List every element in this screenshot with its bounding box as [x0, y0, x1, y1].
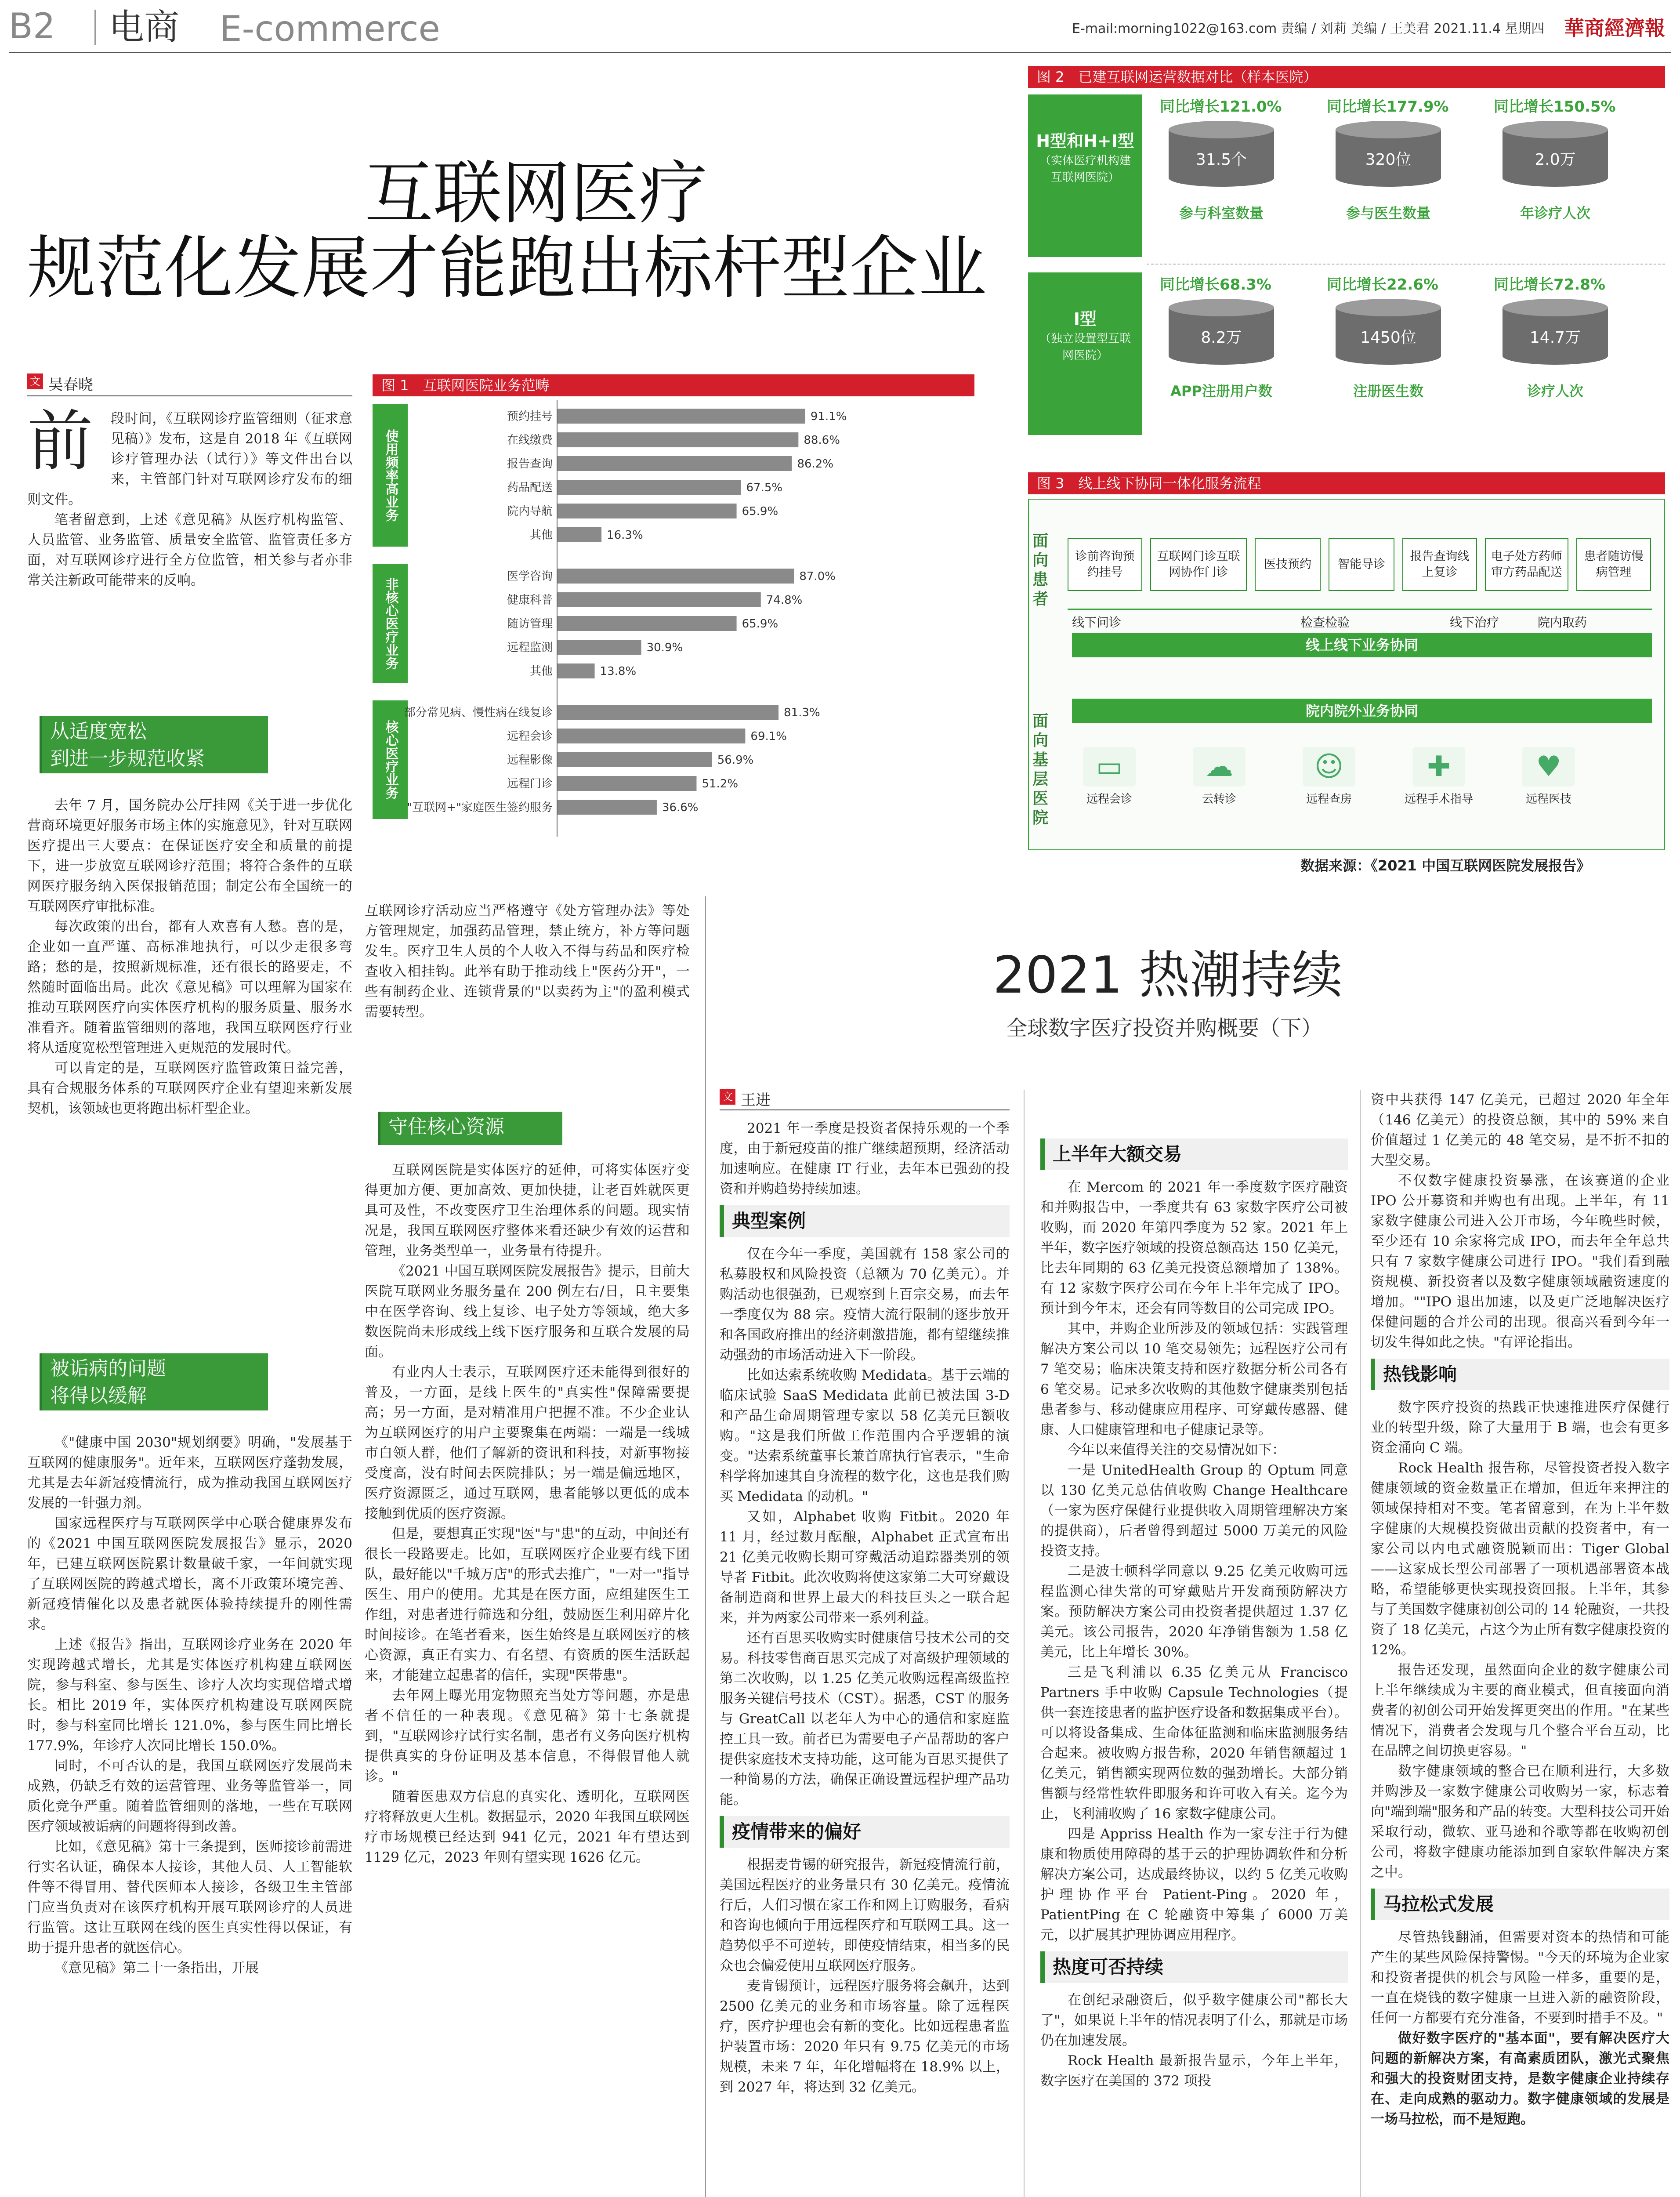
paragraph: 在 Mercom 的 2021 年一季度数字医疗融资和并购报告中，一季度共有 63 家数字医疗公司被收购，而 2020 年第四季度为 52 家。2021 年上半年，数字医疗领域的投资总额高达 150 亿美元，比去年同期的 63 亿美元投资总额增加了 138%。有 12 家数字医疗公司在今年上半年完成了 IPO。预计到今年末，还会有同等数目的公司完成 IPO。 [1040, 1179, 1348, 1316]
subhead-2: 疫情带来的偏好 [720, 1816, 1010, 1848]
fig1-bar [557, 640, 641, 655]
fig1-bar-label: 院内导航 [507, 505, 553, 518]
cylinder-top [1503, 299, 1608, 316]
cylinder-top [1503, 121, 1608, 138]
section-heading-3 [378, 1112, 562, 1145]
service-glyph-icon: ✚ [1412, 747, 1465, 787]
fig2-row1-label: H型和H+I型 [1036, 131, 1134, 151]
column-rule [705, 896, 706, 2197]
service-label: 远程查房 [1306, 793, 1352, 806]
fig3-band2 [1072, 699, 1652, 723]
paragraph: 三是飞利浦以 6.35 亿美元从 Francisco Partners 手中收购 Capsule Technologies（提供一套连接患者的监护医疗设备和数据集成平台）。可以将设备集成、生命体征监测和临床监测服务结合起来。被收购方报告称，2020 年销售额超过 1 亿美元，销售额实现两位数的强劲增长。大部分销售额与经常性软件即服务和许可收入有关。迄今为止，飞利浦收购了 16 家数字健康公司。 [1040, 1664, 1348, 1822]
fig1-bar [557, 527, 601, 542]
subhead-5: 热钱影响 [1371, 1359, 1669, 1390]
fig3-step: 报告查询线上复诊 [1402, 538, 1477, 591]
fig3-lower-step: 院内取药 [1538, 615, 1587, 630]
fig3-service-icon [1182, 747, 1256, 806]
fig2-value: 320位 [1365, 151, 1412, 169]
fig3-step: 诊前咨询预约挂号 [1068, 538, 1142, 591]
article2-colC [1371, 1090, 1669, 2197]
paragraph: 《意见稿》第二十一条指出，开展 [54, 1960, 259, 1976]
paragraph: 《"健康中国 2030"规划纲要》明确，"发展基于互联网的健康服务"。近年来，互联网医疗蓬勃发展，尤其是去年新冠疫情流行，成为推动我国互联网医疗发展的一针强力剂。 [27, 1435, 352, 1511]
paragraph: 二是波士顿科学同意以 9.25 亿美元收购可远程监测心律失常的可穿戴贴片开发商预防解决方案。预防解决方案公司由投资者提供超过 1.37 亿美元。该公司报告，2020 年净销售额为 1.58 亿美元，比上年增长 30%。 [1040, 1563, 1348, 1660]
fig1-title: 图 1 互联网医院业务范畴 [373, 374, 974, 396]
fig2-growth: 同比增长22.6% [1327, 276, 1438, 294]
fig2-cylinder [1169, 121, 1274, 196]
fig2-row2-label-box [1028, 272, 1142, 435]
fig1-bar-value: 13.8% [600, 665, 637, 678]
article1-byline-tag: 文 [27, 373, 43, 389]
fig1-bar [557, 504, 737, 518]
fig2-label: 年诊疗人次 [1520, 205, 1590, 221]
paragraph: 其中，并购企业所涉及的领域包括：实践管理解决方案公司以 10 笔交易领先；远程医疗公司有 7 笔交易；临床决策支持和医疗数据分析公司各有 6 笔交易。记录多次收购的其他数字健康类别包括患者参与、移动健康应用程序、可穿戴传感器、健康、人口健康管理和电子健康记录等。 [1040, 1321, 1348, 1438]
fig2-title: 图 2 已建互联网运营数据对比（样本医院） [1028, 66, 1665, 88]
service-glyph-icon: ☺ [1303, 747, 1355, 787]
fig1-bar-value: 16.3% [607, 529, 643, 542]
paragraph: 数字医疗投资的热践正快速推进医疗保健行业的转型升级，除了大量用于 B 端，也会有更多资金涌向 C 端。 [1371, 1399, 1669, 1456]
paragraph: 有业内人士表示，互联网医疗还未能得到很好的普及，一方面，是线上医生的"真实性"保障需要提高；另一方面，是对精准用户把握不准。不少企业认为互联网医疗的用户主要聚集在两端：一端是一线城市白领人群，他们了解新的资讯和科技，对新事物接受度高，没有时间去医院排队；另一端是偏远地区，医疗资源匮乏，通过互联网，患者能够以更低的成本接触到优质的医疗资源。 [365, 1364, 690, 1522]
article1-byline-name: 吴春晓 [48, 376, 93, 394]
fig2-row2-label: I型 [1073, 309, 1097, 329]
fig3-step: 患者随访慢病管理 [1576, 538, 1651, 591]
fig1-bar [557, 456, 792, 471]
service-label: 远程医技 [1525, 793, 1571, 806]
fig1-bar-value: 87.0% [799, 570, 836, 583]
fig2-growth: 同比增长150.5% [1494, 98, 1616, 116]
fig1-bar-label: 药品配送 [507, 481, 553, 494]
fig1-svg [373, 400, 974, 848]
page-code: B2 [9, 6, 55, 47]
fig2-growth: 同比增长72.8% [1494, 276, 1605, 294]
paragraph: 在创纪录融资后，似乎数字健康公司"都长大了"，如果说上半年的情况表明了什么，那就是市场仍在加速发展。 [1040, 1992, 1348, 2048]
cylinder-top [1336, 299, 1441, 316]
paragraph: 每次政策的出台，都有人欢喜有人愁。喜的是，企业如一直严谨、高标准地执行，可以少走很多弯路；愁的是，按照新规标准，还有很长的路要走，不然随时面临出局。此次《意见稿》可以理解为国家在推动互联网医疗向实体医疗机构的服务质量、服务水准看齐。随着监管细则的落地，我国互联网医疗行业将从适度宽松型管理进入更规范的发展时代。 [27, 919, 352, 1056]
fig1-bar-value: 88.6% [804, 434, 840, 447]
fig1-bar [557, 776, 696, 791]
fig1-bar [557, 752, 712, 767]
fig3-step: 医技预约 [1255, 538, 1321, 591]
article2-byline-name: 王进 [741, 1091, 771, 1109]
fig1-group-label: 核心医疗业务 [383, 720, 398, 799]
fig1-bar-value: 81.3% [784, 706, 820, 719]
article2-colB [1040, 1118, 1348, 2197]
drop-cap: 前 [27, 403, 94, 480]
fig2-label: APP注册用户数 [1170, 383, 1272, 399]
paragraph: 2021 年一季度是投资者保持乐观的一个季度，由于新冠疫苗的推广继续超预期，经济活动加速响应。在健康 IT 行业，去年本已强劲的投资和并购趋势持续加速。 [720, 1120, 1010, 1197]
header-rule [9, 52, 1671, 53]
fig3-service-icon [1511, 747, 1586, 806]
fig1-bar-value: 86.2% [797, 457, 834, 471]
fig1-bar [557, 409, 805, 424]
subhead [1040, 1949, 1348, 1987]
fig1-bar-label: 远程监测 [507, 641, 553, 654]
paragraph: 去年网上曝光用宠物照充当处方等问题，亦是患者不信任的一种表现。《意见稿》第十七条就提到，"互联网诊疗试行实名制，患者有义务向医疗机构提供真实的身份证明及基本信息，不得假冒他人就诊。" [365, 1688, 690, 1784]
fig1-bar-value: 74.8% [766, 594, 803, 607]
subhead [720, 1813, 1010, 1851]
fig1-bar-value: 51.2% [702, 777, 739, 790]
article2-colA [720, 1118, 1010, 2197]
lead-paragraph: 段时间，《互联网诊疗监管细则（征求意见稿）》发布，这是自 2018 年《互联网诊疗管理办法（试行）》等文件出台以来，主管部门针对互联网诊疗发布的细则文件。 [27, 411, 352, 508]
section-en: E-commerce [220, 8, 440, 49]
fig2-row2-sub: （独立设置型互联网医院） [1039, 332, 1131, 362]
article2-subtitle: 全球数字医疗投资并购概要（下） [1006, 1016, 1323, 1040]
fig1-bar-label: 随访管理 [507, 617, 553, 631]
subhead [1040, 1136, 1348, 1174]
paragraph: 数字健康领域的整合已在顺利进行，大多数并购涉及一家数字健康公司收购另一家，标志着向"端到端"服务和产品的转变。大型科技公司开始采取行动，微软、亚马逊和谷歌等都在收购初创公司，将数字健康功能添加到自家软件解决方案之中。 [1371, 1763, 1669, 1880]
fig1-bar-value: 56.9% [717, 754, 754, 767]
cylinder-top [1169, 121, 1274, 138]
fig1-bar-label: 部分常见病、慢性病在线复诊 [404, 706, 553, 719]
section-heading-1 [40, 716, 268, 773]
article2-byline-rule [720, 1109, 1010, 1110]
paragraph: 做好数字医疗的"基本面"，要有解决医疗大问题的新解决方案，有高素质团队，激光式聚焦和强大的投资财团支持，是数字健康企业持续存在、走向成熟的驱动力。数字健康领域的发展是一场马拉松，而不是短跑。 [1371, 2030, 1669, 2127]
paragraph: 不仅数字健康投资暴涨，在该赛道的企业 IPO 公开募资和并购也有出现。上半年，有 11 家数字健康公司进入公开市场，今年晚些时候，至少还有 10 余家将完成 IPO，而去年全年总共只有 7 家数字健康公司进行 IPO。"我们看到融资规模、新投资者以及数字健康领域融资速度的增加。""IPO 退出加速，以及更广泛地解决医疗保健问题的合并公司的出现。很高兴看到今年一切发生得如此之快。"有评论指出。 [1371, 1173, 1669, 1350]
fig3-band1-text: 线上线下业务协同 [1305, 637, 1418, 653]
article1-col2-part1 [365, 901, 690, 1098]
fig1-bar-value: 36.6% [662, 801, 699, 814]
fig1-bar-value: 65.9% [742, 617, 778, 631]
fig1-bar [557, 616, 737, 631]
column-rule [1024, 1090, 1025, 2197]
paragraph: 互联网诊疗活动应当严格遵守《处方管理办法》等处方管理规定，加强药品管理，禁止统方，补方等问题发生。医疗卫生人员的个人收入不得与药品和医疗检查收入相挂钩。此举有助于推动线上"医药分开"，一些有制药企业、连锁背景的"以卖药为主"的盈利模式需要转型。 [365, 903, 690, 1020]
fig1-bar [557, 569, 794, 584]
fig2-value: 31.5个 [1195, 151, 1247, 169]
paragraph: 麦肯锡预计，远程医疗服务将会飙升，达到 2500 亿美元的业务和市场容量。除了远程医疗，医疗护理也会有新的变化。比如远程患者监护装置市场：2020 年只有 9.75 亿美元的市场规模，未来 7 年，年化增幅将在 18.9% 以上，到 2027 年，将达到 32 亿美元。 [720, 1978, 1010, 2095]
fig1-bar-label: 其他 [529, 529, 553, 542]
article2-title: 2021 热潮持续 [993, 946, 1343, 1005]
paragraph: 比如达索系统收购 Medidata。基于云端的临床试验 SaaS Medidata 此前已被法国 3-D 和产品生命周期管理专家以 58 亿美元巨额收购。"这是我们所做工作范围内合乎逻辑的演变。"达索系统董事长兼首席执行官表示，"生命科学将加速其自身流程的数字化，这也是我们购买 Medidata 的动机。" [720, 1367, 1010, 1505]
fig3-step: 电子处方药师审方药品配送 [1485, 538, 1568, 591]
fig2-separator [1147, 264, 1665, 265]
fig2-growth: 同比增长121.0% [1160, 98, 1282, 116]
fig1-bar-value: 91.1% [810, 410, 847, 423]
fig1-group-label: 非核心医疗业务 [383, 577, 398, 670]
paragraph: Rock Health 报告称，尽管投资者投入数字健康领域的资金数量正在增加，但近年来押注的领域保持相对不变。笔者留意到，在为上半年数字健康的大规模投资做出贡献的投资者中，有一家公司以内电式融资脱颖而出：Tiger Global——这家成长型公司部署了一项机遇部署资本战略，希望能够更快实现投资回报。上半年，其参与了美国数字健康初创公司的 14 轮融资，一共投资了 18 亿美元，占这今为止所有数字健康投资的 12%。 [1371, 1460, 1669, 1658]
subhead [720, 1203, 1010, 1240]
paragraph: 随着医患双方信息的真实化、透明化，互联网医疗将释放更大生机。数据显示，2020 年我国互联网医疗市场规模已经达到 941 亿元，2021 年有望达到 1129 亿元，2023 年则有望实现 1626 亿元。 [365, 1789, 690, 1865]
fig3-band2-text: 院内院外业务协同 [1305, 703, 1418, 719]
subhead [1371, 1356, 1669, 1394]
subhead [1371, 1886, 1669, 1924]
fig1-bar-value: 65.9% [742, 505, 778, 518]
section-cn: 电商 [109, 7, 179, 47]
fig3-service-icon [1072, 747, 1147, 806]
service-glyph-icon: ☁ [1193, 747, 1246, 787]
paragraph: 上述《报告》指出，互联网诊疗业务在 2020 年实现跨越式增长，尤其是实体医疗机构建互联网医院，参与科室、参与医生、诊疗人次均实现倍增式增长。相比 2019 年，实体医疗机构建设互联网医院时，参与科室同比增长 121.0%，参与医生同比增长 177.9%，年诊疗人次同比增长 150.0%。 [27, 1637, 352, 1754]
fig1-bar [557, 432, 798, 447]
service-glyph-icon: ♥ [1522, 747, 1575, 787]
paragraph: 一是 UnitedHealth Group 的 Optum 同意以 130 亿美元总估值收购 Change Healthcare（一家为医疗保健行业提供收入周期管理解决方案的提供商），后者曾得到超过 5000 万美元的风险投资支持。 [1040, 1462, 1348, 1559]
paragraph: 仅在今年一季度，美国就有 158 家公司的私募股权和风险投资（总额为 70 亿美元）。并购活动也很强劲，已观察到上百宗交易，而去年一季度仅为 88 宗。疫情大流行限制的逐步放开和各国政府推出的经济刺激措施，都有望继续推动强劲的市场活动进入下一阶段。 [720, 1246, 1010, 1363]
fig2-growth: 同比增长177.9% [1327, 98, 1449, 116]
fig3-lower-step: 线下问诊 [1072, 615, 1122, 630]
fig3-step: 互联网门诊互联网协作门诊 [1150, 538, 1247, 591]
subhead-4: 热度可否持续 [1040, 1951, 1348, 1983]
paragraph: 但是，要想真正实现"医"与"患"的互动，中间还有很长一段路要走。比如，互联网医疗企业要有线下团队，最好能以"千城万店"的形式去推广，"一对一"指导医生、用户的使用。尤其是在医方面，应组建医生工作组，对患者进行筛选和分组，鼓励医生利用碎片化时间接诊。在笔者看来，医生始终是互联网医疗的核心资源，真正有实力、有名望、有资质的医生活跃起来，才能建立起患者的信任，实现"医带患"。 [365, 1526, 690, 1683]
fig1-bar [557, 663, 595, 678]
fig2-cylinder [1336, 121, 1441, 196]
fig1-bar-label: 在线缴费 [507, 434, 553, 447]
service-label: 远程会诊 [1086, 793, 1132, 806]
paragraph: 互联网医院是实体医疗的延伸，可将实体医疗变得更加方便、更加高效、更加快捷，让老百姓就医更具可及性，不改变医疗卫生治理体系的问题。现实情况是，我国互联网医疗整体来看还缺少有效的运营和管理，业务类型单一，业务量有待提升。 [365, 1162, 690, 1259]
paragraph: 国家远程医疗与互联网医学中心联合健康界发布的《2021 中国互联网医院发展报告》显示，2020 年，已建互联网医院累计数量破千家，一年间就实现了互联网医院的跨越式增长，离不开政策环境完善、新冠疫情催化以及患者就医体验持续提升的刚性需求。 [27, 1515, 352, 1632]
subhead-1: 典型案例 [720, 1205, 1010, 1237]
fig3-line-top [1068, 609, 1652, 610]
fig2-row1-sub: （实体医疗机构建互联网医院） [1039, 154, 1131, 184]
article1-title-line1: 互联网医疗 [365, 153, 707, 233]
section-heading-text: 从适度宽松 到进一步规范收紧 [50, 720, 205, 770]
section-heading-2 [40, 1353, 268, 1410]
paragraph: Rock Health 最新报告显示，今年上半年，数字医疗在美国的 372 项投 [1040, 2053, 1348, 2089]
paragraph: 去年 7 月，国务院办公厅挂网《关于进一步优化营商环境更好服务市场主体的实施意见》，针对互联网医疗提出三大要点：在保证医疗安全和质量的前提下，进一步放宽互联网诊疗范围；将符合条件的互联网医疗服务纳入医保报销范围；制定公布全国统一的互联网医疗审批标准。 [27, 798, 352, 914]
fig1-bar-label: 远程门诊 [507, 777, 553, 790]
paragraph: 笔者留意到，上述《意见稿》从医疗机构监管、人员监管、业务监管、质量安全监管、监管责任多方面，对互联网诊疗进行全方位监管，相关参与者亦非常关注新政可能带来的反响。 [27, 512, 352, 588]
fig1-bar [557, 592, 761, 607]
fig2-cylinder [1169, 299, 1274, 373]
paragraph: 又如，Alphabet 收购 Fitbit。2020 年 11 月，经过数月酝酿，Alphabet 正式宣布出 21 亿美元收购长期可穿戴活动追踪器类别的领导者 Fitbit。此次收购将使这家第二大可穿戴设备制造商和世界上最大的科技巨头之一联合起来，并为两家公司带来一系列利益。 [720, 1509, 1010, 1626]
paragraph: 尽管热钱翻涌，但需要对资本的热情和可能产生的某些风险保持警惕。"今天的环境为企业家和投资者提供的机会与风险一样多，重要的是，一直在烧钱的数字健康一旦进入新的融资阶段，任何一方都要有充分准备，不要到时措手不及。" [1371, 1929, 1669, 2026]
fig3-title: 图 3 线上线下协同一体化服务流程 [1028, 472, 1665, 494]
fig2-label: 诊疗人次 [1527, 383, 1583, 399]
fig3-lower-step: 线下治疗 [1450, 615, 1499, 630]
paragraph: 报告还发现，虽然面向企业的数字健康公司上半年继续成为主要的商业模式，但直接面向消费者的初创公司开始发挥更突出的作用。"在某些情况下，消费者会发现与几个整合平台互动，比在品牌之间切换更容易。" [1371, 1662, 1669, 1759]
byline-rule [27, 395, 352, 396]
subhead-6: 马拉松式发展 [1371, 1889, 1669, 1920]
fig2-label: 参与科室数量 [1179, 205, 1264, 221]
fig1-bar-label: 医学咨询 [507, 570, 553, 583]
article1-col2-part2 [365, 1160, 690, 2197]
article1-col1-part2 [27, 1432, 352, 2197]
fig2-row1-label-box [1028, 94, 1142, 257]
fig3-side-hospital: 面向基层医院 [1032, 712, 1049, 827]
fig1-bar-label: 预约挂号 [507, 410, 553, 423]
fig1-bar-label: 报告查询 [507, 457, 553, 471]
section-heading-text: 被诟病的问题 将得以缓解 [50, 1357, 166, 1407]
fig3-step: 智能导诊 [1329, 538, 1394, 591]
fig1-bar-label: 远程会诊 [507, 730, 553, 743]
header-info: E-mail:morning1022@163.com 责编 / 刘莉 美编 / 王美君 2021.11.4 星期四 [1072, 21, 1545, 36]
fig2-value: 8.2万 [1201, 329, 1242, 347]
fig2-cylinder [1503, 299, 1608, 373]
fig3-source: 数据来源：《2021 中国互联网医院发展报告》 [1300, 857, 1591, 874]
cylinder-top [1169, 299, 1274, 316]
fig1-bar-label: 健康科普 [507, 594, 553, 607]
fig2-growth: 同比增长68.3% [1160, 276, 1271, 294]
fig1-bar [557, 729, 745, 743]
fig1-bar-label: 其他 [529, 665, 553, 678]
paragraph: 还有百思买收购实时健康信号技术公司的交易。科技零售商百思买完成了对高级护理领域的第二次收购，以 1.25 亿美元收购远程高级监控服务关键信号技术（CST）。据悉，CST 的服务与 GreatCall 以老年人为中心的通信和家庭监控工具一致。前者已为需要电子产品帮助的客户提供家庭技术支持功能，这可能为百思买提供了一种简易的方法，确保正确设置远程护理产品功能。 [720, 1630, 1010, 1808]
fig1-bar-label: 远程影像 [507, 754, 553, 767]
paragraph: 比如，《意见稿》第十三条提到，医师接诊前需进行实名认证，确保本人接诊，其他人员、人工智能软件等不得冒用、替代医师本人接诊，各级卫生主管部门应当负责对在该医疗机构开展互联网诊疗的人员进行监管。这让互联网在线的医生真实性得以保证，有助于提升患者的就医信心。 [27, 1839, 352, 1956]
fig1-bar-value: 67.5% [746, 481, 783, 494]
fig2-cylinder [1336, 299, 1441, 373]
paragraph: 《2021 中国互联网医院发展报告》提示，目前大医院互联网业务服务量在 200 例左右/日，且主要集中在医学咨询、线上复诊、电子处方等领域，绝大多数医院尚未形成线上线下医疗服务和互联合发展的局面。 [365, 1263, 690, 1360]
service-label: 远程手术指导 [1404, 793, 1473, 806]
article1-title-line2: 规范化发展才能跑出标杆型企业 [27, 228, 987, 308]
newspaper-logo: 華商經濟報 [1564, 16, 1665, 40]
fig3-service-icon [1401, 747, 1476, 806]
fig1-bar-value: 69.1% [750, 730, 787, 743]
paragraph: 可以肯定的是，互联网医疗监管政策日益完善，具有合规服务体系的互联网医疗企业有望迎来新发展契机，该领域也更将跑出标杆型企业。 [27, 1060, 352, 1117]
paragraph: 四是 Appriss Health 作为一家专注于行为健康和物质使用障碍的基于云的护理协调软件和分析解决方案公司，达成最终协议，以约 5 亿美元收购护理协作平台 Patient-Ping。2020 年，PatientPing 在 C 轮融资中筹集了 6000 万美元，以扩展其护理协调应用程序。 [1040, 1826, 1348, 1943]
service-glyph-icon: ▭ [1083, 747, 1136, 787]
fig3-band1 [1072, 633, 1652, 657]
section-heading-text: 守住核心资源 [388, 1116, 504, 1138]
fig2-label: 注册医生数 [1353, 383, 1423, 399]
paragraph: 今年以来值得关注的交易情况如下： [1068, 1442, 1285, 1458]
service-label: 云转诊 [1202, 793, 1236, 806]
cylinder-top [1336, 121, 1441, 138]
fig2-cylinder [1503, 121, 1608, 196]
fig1-bar [557, 480, 741, 495]
fig2-value: 14.7万 [1529, 329, 1581, 347]
article2-byline-tag: 文 [720, 1089, 735, 1105]
fig2-value: 2.0万 [1535, 151, 1576, 169]
header-divider [94, 10, 96, 45]
fig2-label: 参与医生数量 [1346, 205, 1430, 221]
fig2-value: 1450位 [1360, 329, 1416, 347]
column-rule [1360, 1090, 1361, 2197]
subhead-3: 上半年大额交易 [1040, 1138, 1348, 1170]
paragraph: 资中共获得 147 亿美元，已超过 2020 年全年（146 亿美元）的投资总额，其中的 59% 来自价值超过 1 亿美元的 48 笔交易，是不折不扣的大型交易。 [1371, 1092, 1669, 1168]
article1-col1-part1 [27, 795, 352, 1349]
article1-lead [27, 409, 352, 707]
fig3-service-icon [1292, 747, 1366, 806]
fig1-bar-label: "互联网+"家庭医生签约服务 [407, 801, 553, 814]
fig1-group-label: 使用频率高业务 [383, 429, 398, 522]
fig1-bar-value: 30.9% [646, 641, 683, 654]
fig3-side-patient: 面向患者 [1032, 532, 1049, 608]
fig1-chart [373, 400, 974, 848]
paragraph: 同时，不可否认的是，我国互联网医疗发展尚未成熟，仍缺乏有效的运营管理、业务等监管举一，同质化竞争严重。随着监管细则的落地，一些在互联网医疗领域被诟病的问题将得到改善。 [27, 1758, 352, 1834]
fig1-bar [557, 800, 657, 815]
paragraph: 根据麦肯锡的研究报告，新冠疫情流行前，美国远程医疗的业务量只有 30 亿美元。疫情流行后，人们习惯在家工作和网上订购服务，看病和咨询也倾向于用远程医疗和互联网工具。这一趋势似乎不可逆转，即使疫情结束，相当多的民众也会偏爱使用互联网医疗服务。 [720, 1857, 1010, 1974]
fig3-lower-step: 检查检验 [1300, 615, 1350, 630]
fig1-bar [557, 705, 778, 720]
